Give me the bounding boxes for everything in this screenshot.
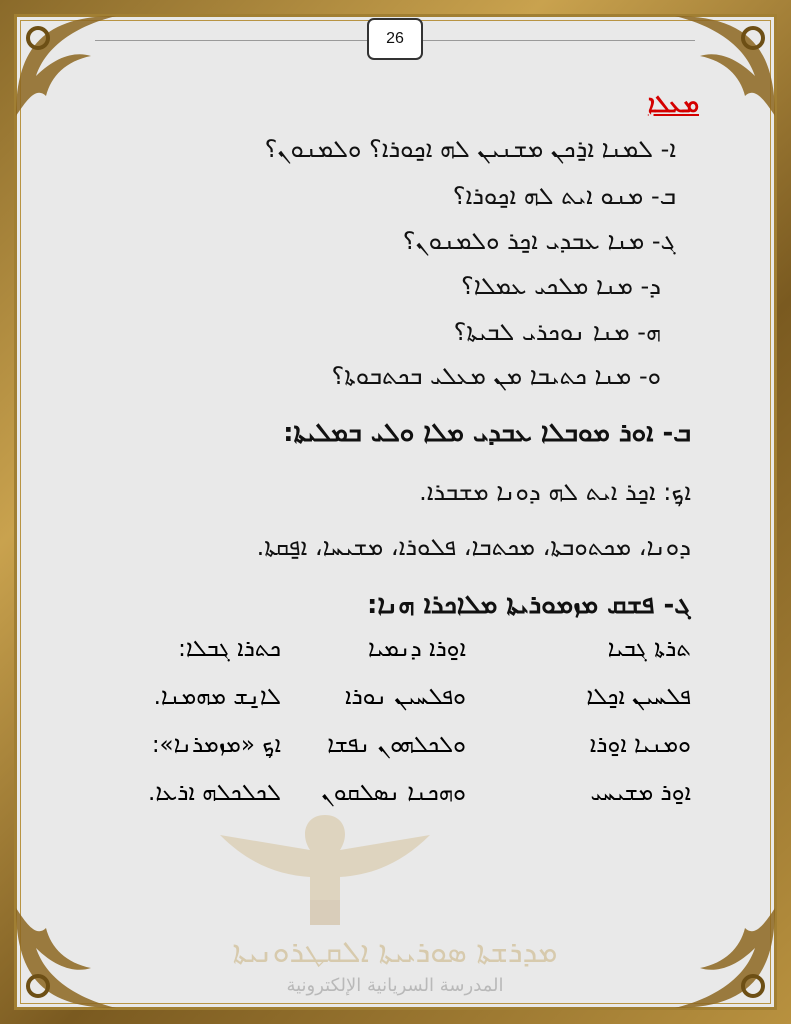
poem-cell: ܠܐ̱ܢܫ ܡܗܡܢܐ. bbox=[153, 684, 281, 710]
watermark-syriac: ܡܕܪܫܬܐ ܣܘܪܝܝܬܐ ܐܠܩܛܪܘܢܝܬܐ bbox=[232, 935, 558, 970]
exercise-b-wordlist: ܕܘܢܐ، ܡܟܬܘܒܬܐ، ܡܟܬܒܐ، ܦܠܘܪܐ، ܡܫܝܚܐ، ܐ̱ܦܩܬܐ. bbox=[256, 533, 691, 561]
poem-row bbox=[131, 636, 691, 684]
question-item: ܗ- ܡܢܐ ܢܘܟܪܝ ܠܒܝܬܐ؟ bbox=[453, 318, 661, 346]
poem-cell: ܘܗܟܢܐ ܢܣܠܩܘܢ bbox=[321, 780, 466, 806]
question-item: ܒ- ܡܢܘ ܐܝܬ ܠܗ ܐ̱ܟܘܪܐ؟ bbox=[452, 182, 676, 210]
poem-cell: ܘܡܢܝܐ ܐ̱ܘܪܐ bbox=[589, 732, 691, 758]
exercise-b-title: ܒ- ܐܘܪ ܡܘܒܠܐ ܥܒܕܝ ܡܠܐ ܘܠܝ ܒܡܠܝܬܐ: bbox=[283, 418, 691, 448]
question-item: ܓ- ܡܢܐ ܥܒܕܝ ܐ̱ܟܪ ܘܠܡܢܘܢ؟ bbox=[402, 227, 676, 255]
page-number: 26 bbox=[367, 18, 423, 60]
watermark-arabic: المدرسة السريانية الإلكترونية bbox=[286, 975, 504, 996]
exercise-c-title: ܓ- ܦܫܩ ܡܙܡܘܪܝܬܐ ܡܠܐܟܪܐ ܗܢܐ: bbox=[367, 590, 691, 620]
poem-cell: ܟܬܪܐ ܓܒܠܐ: bbox=[178, 636, 281, 662]
question-item: ܕ- ܡܢܐ ܡܠܟܝ ܥܡܠܐ؟ bbox=[461, 272, 661, 300]
poem-cell: ܘܦܠܚܝܢ ܢܘܪܐ bbox=[345, 684, 466, 710]
poem-cell: ܬܪܬܐ ܓܒܝܐ bbox=[607, 636, 691, 662]
poem-row bbox=[131, 732, 691, 780]
poem-cell: ܘܠܟܠܗܘܢ ܢܦܫܐ bbox=[327, 732, 466, 758]
poem-cell: ܐ̱ܘܪܐ ܕܢܡܝܐ bbox=[367, 636, 466, 662]
poem-row bbox=[131, 780, 691, 828]
section-heading: ܡܥܠܐ bbox=[647, 90, 699, 118]
poem-cell: ܦܠܚܝܢ ܐ̱ܟܠܐ bbox=[586, 684, 691, 710]
question-item: ܘ- ܡܢܐ ܟܬܝܒܐ ܡܢ ܡܥܠܝ ܒܟܬܒܘܬܐ؟ bbox=[331, 362, 661, 390]
exercise-b-example: ܐ̱ܟ: ܐ̱ܟܪ ܐܝܬ ܠܗ ܕܘܢܐ ܡܫܒܪܐ. bbox=[419, 478, 691, 506]
poem-cell: ܠܟܠܟܠܗ ܐܪܥܐ. bbox=[148, 780, 281, 806]
poem-row bbox=[131, 684, 691, 732]
poem-cell: ܐ̱ܘܪ ܡܫܝܚܝ bbox=[590, 780, 691, 806]
poem-grid bbox=[131, 636, 691, 828]
poem-cell: ܐ̱ܟ «ܡܙܡܪܢܐ»: bbox=[151, 732, 281, 758]
question-item: ܐ- ܠܡܢܐ ܐ̱ܪܟܢ ܡܫܢܝܢ ܠܗ ܐ̱ܟܘܪܐ؟ ܘܠܡܢܘܢ؟ bbox=[264, 135, 676, 163]
